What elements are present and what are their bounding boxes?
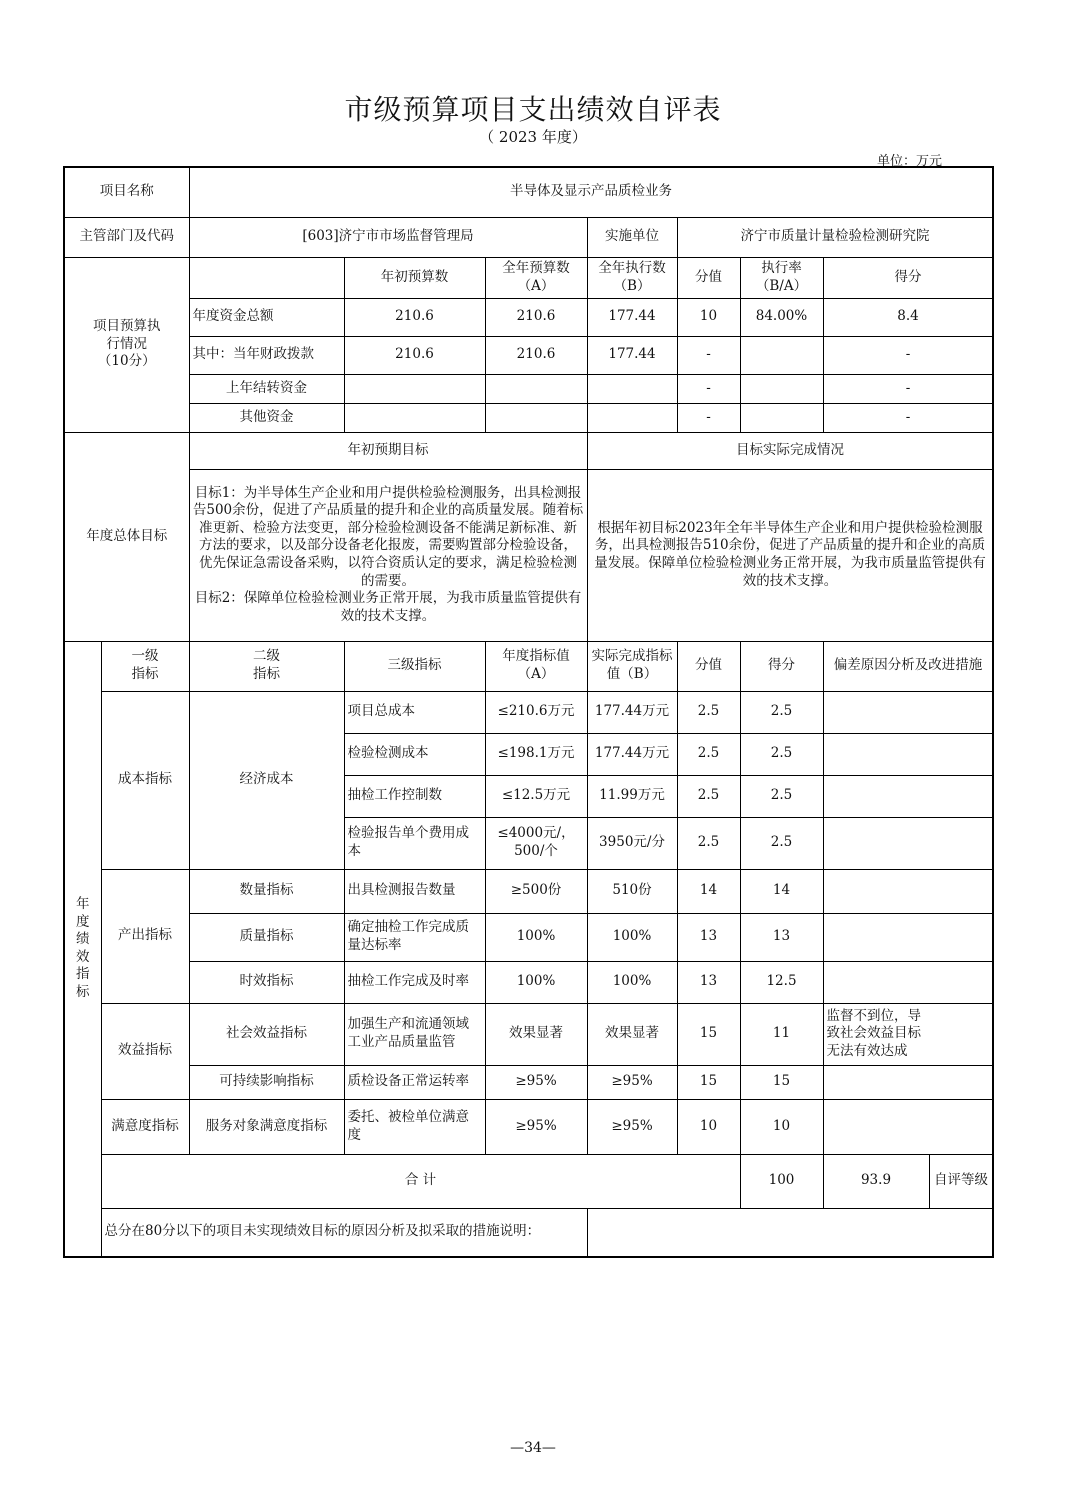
indicator-row (64, 691, 993, 733)
indicator-name: 项目总成本 (344, 691, 485, 733)
budget-header-score: 得分 (823, 257, 993, 298)
indicator-target: 效果显著 (485, 1003, 587, 1065)
budget-weight: - (677, 374, 740, 403)
goals-section-label: 年度总体目标 (64, 432, 189, 641)
budget-initial: 210.6 (344, 298, 485, 336)
indicator-note: 监督不到位，导致社会效益目标无法有效达成 (823, 1003, 993, 1065)
indicator-note (823, 869, 993, 913)
indicator-score: 2.5 (740, 733, 823, 775)
indicator-name: 质检设备正常运转率 (344, 1065, 485, 1099)
budget-score: - (823, 336, 993, 374)
budget-weight: - (677, 336, 740, 374)
indicator-actual: 177.44万元 (587, 733, 677, 775)
project-name-label: 项目名称 (64, 167, 189, 217)
indicator-level1: 满意度指标 (101, 1099, 189, 1154)
indicator-note (823, 1099, 993, 1154)
budget-row (64, 403, 993, 432)
budget-row-label: 其他资金 (189, 403, 344, 432)
indicator-row (64, 1099, 993, 1154)
indicators-header-note: 偏差原因分析及改进措施 (823, 641, 993, 691)
budget-header-rate: 执行率（B/A） (740, 257, 823, 298)
goals-actual-header: 目标实际完成情况 (587, 432, 993, 469)
budget-annual: 210.6 (485, 336, 587, 374)
budget-executed (587, 403, 677, 432)
indicator-target: ≤198.1万元 (485, 733, 587, 775)
budget-weight: 10 (677, 298, 740, 336)
implementing-unit-label: 实施单位 (587, 217, 677, 257)
indicator-target: ≥95% (485, 1065, 587, 1099)
indicator-actual: 100% (587, 913, 677, 961)
indicator-weight: 2.5 (677, 733, 740, 775)
budget-rate (740, 336, 823, 374)
department-label: 主管部门及代码 (64, 217, 189, 257)
budget-row (64, 374, 993, 403)
indicator-weight: 2.5 (677, 817, 740, 869)
indicators-header-level1: 一级指标 (101, 641, 189, 691)
project-name-row (64, 167, 993, 217)
indicators-section-label: 年度绩效指标 (64, 641, 101, 1257)
indicator-note (823, 1065, 993, 1099)
budget-executed (587, 374, 677, 403)
budget-executed: 177.44 (587, 336, 677, 374)
budget-row-label: 其中：当年财政拨款 (189, 336, 344, 374)
indicator-level2: 可持续影响指标 (189, 1065, 344, 1099)
budget-initial (344, 374, 485, 403)
indicator-level1: 成本指标 (101, 691, 189, 869)
indicator-row (64, 1065, 993, 1099)
indicators-header-target: 年度指标值（A） (485, 641, 587, 691)
budget-score: - (823, 403, 993, 432)
budget-row-label: 上年结转资金 (189, 374, 344, 403)
budget-annual (485, 374, 587, 403)
indicator-actual: 100% (587, 961, 677, 1003)
indicator-name: 确定抽检工作完成质量达标率 (344, 913, 485, 961)
indicator-note (823, 961, 993, 1003)
budget-executed: 177.44 (587, 298, 677, 336)
indicator-score: 13 (740, 913, 823, 961)
indicator-name: 抽检工作完成及时率 (344, 961, 485, 1003)
indicator-score: 2.5 (740, 691, 823, 733)
budget-section-label: 项目预算执行情况（10分） (64, 257, 189, 432)
indicators-header-weight: 分值 (677, 641, 740, 691)
indicator-name: 抽检工作控制数 (344, 775, 485, 817)
indicator-row (64, 961, 993, 1003)
budget-score: 8.4 (823, 298, 993, 336)
indicator-actual: 11.99万元 (587, 775, 677, 817)
indicator-target: ≤12.5万元 (485, 775, 587, 817)
budget-annual (485, 403, 587, 432)
project-name-value: 半导体及显示产品质检业务 (189, 167, 993, 217)
indicator-actual: ≥95% (587, 1065, 677, 1099)
indicator-name: 出具检测报告数量 (344, 869, 485, 913)
indicators-header-level3: 三级指标 (344, 641, 485, 691)
indicator-level2: 服务对象满意度指标 (189, 1099, 344, 1154)
indicator-weight: 13 (677, 913, 740, 961)
page-number: —34— (510, 1440, 556, 1456)
indicator-weight: 15 (677, 1065, 740, 1099)
indicator-name: 加强生产和流通领域工业产品质量监管 (344, 1003, 485, 1065)
indicator-target: 100% (485, 913, 587, 961)
indicator-actual: ≥95% (587, 1099, 677, 1154)
department-value: [603]济宁市市场监督管理局 (189, 217, 587, 257)
goals-content-row (64, 469, 993, 641)
indicator-note (823, 733, 993, 775)
budget-score: - (823, 374, 993, 403)
year-subtitle: （ 2023 年度） (479, 128, 587, 146)
indicator-weight: 15 (677, 1003, 740, 1065)
total-weight: 100 (740, 1154, 823, 1208)
budget-annual: 210.6 (485, 298, 587, 336)
indicator-score: 2.5 (740, 775, 823, 817)
indicator-weight: 14 (677, 869, 740, 913)
indicator-row (64, 1003, 993, 1065)
indicator-note (823, 913, 993, 961)
indicator-name: 检验检测成本 (344, 733, 485, 775)
indicator-actual: 177.44万元 (587, 691, 677, 733)
indicator-target: 100% (485, 961, 587, 1003)
indicators-header-actual: 实际完成指标值（B） (587, 641, 677, 691)
indicator-note (823, 775, 993, 817)
total-row (64, 1154, 993, 1208)
unit-label: 单位：万元 (876, 154, 942, 169)
indicator-level2: 质量指标 (189, 913, 344, 961)
indicator-target: ≤210.6万元 (485, 691, 587, 733)
total-label: 合 计 (101, 1154, 740, 1208)
budget-header-annual: 全年预算数（A） (485, 257, 587, 298)
indicator-weight: 10 (677, 1099, 740, 1154)
budget-initial: 210.6 (344, 336, 485, 374)
budget-header-executed: 全年执行数（B） (587, 257, 677, 298)
page-title: 市级预算项目支出绩效自评表 (344, 93, 722, 126)
indicator-weight: 2.5 (677, 775, 740, 817)
indicator-row (64, 869, 993, 913)
budget-initial (344, 403, 485, 432)
goals-header-row (64, 432, 993, 469)
indicator-actual: 510份 (587, 869, 677, 913)
indicator-target: ≤4000元/，500/个 (485, 817, 587, 869)
budget-row-label: 年度资金总额 (189, 298, 344, 336)
budget-header-weight: 分值 (677, 257, 740, 298)
indicator-weight: 13 (677, 961, 740, 1003)
indicator-target: ≥95% (485, 1099, 587, 1154)
indicator-score: 12.5 (740, 961, 823, 1003)
goals-expected-header: 年初预期目标 (189, 432, 587, 469)
indicator-level1: 产出指标 (101, 869, 189, 1003)
budget-row (64, 336, 993, 374)
indicator-score: 2.5 (740, 817, 823, 869)
budget-rate (740, 403, 823, 432)
indicator-level2: 社会效益指标 (189, 1003, 344, 1065)
indicator-level1: 效益指标 (101, 1003, 189, 1099)
indicators-header-score: 得分 (740, 641, 823, 691)
total-score: 93.9 (823, 1154, 929, 1208)
department-row (64, 217, 993, 257)
indicators-header-row (64, 641, 993, 691)
explanation-label: 总分在80分以下的项目未实现绩效目标的原因分析及拟采取的措施说明： (101, 1208, 587, 1257)
indicator-score: 14 (740, 869, 823, 913)
indicator-score: 11 (740, 1003, 823, 1065)
self-evaluation-table (63, 166, 994, 1258)
budget-rate (740, 374, 823, 403)
budget-header-blank (189, 257, 344, 298)
indicator-actual: 3950元/分 (587, 817, 677, 869)
goals-actual-text: 根据年初目标2023年全年半导体生产企业和用户提供检验检测服务，出具检测报告510余份，促进了产品质量的提升和企业的高质量发展。保障单位检验检测业务正常开展，为我市质量监管提供有效的技术支撑。 (587, 469, 993, 641)
budget-rate: 84.00% (740, 298, 823, 336)
indicator-level2: 数量指标 (189, 869, 344, 913)
indicator-score: 15 (740, 1065, 823, 1099)
budget-row (64, 298, 993, 336)
grade-label: 自评等级 (929, 1154, 993, 1208)
budget-header-row (64, 257, 993, 298)
indicator-row (64, 913, 993, 961)
goals-expected-text: 目标1：为半导体生产企业和用户提供检验检测服务，出具检测报告500余份，促进了产品质量的提升和企业的高质量发展。随着标准更新、检验方法变更，部分检验检测设备不能满足新标准、新方法的要求，以及部分设备老化报废，需要购置部分检验设备，优先保证急需设备采购，以符合资质认定的要求，满足检验检测的需要。 目标2：保障单位检验检测业务正常开展，为我市质量监管提供有效的技术支撑。 (189, 469, 587, 641)
indicator-name: 委托、被检单位满意度 (344, 1099, 485, 1154)
indicator-level2: 时效指标 (189, 961, 344, 1003)
indicator-note (823, 817, 993, 869)
indicator-name: 检验报告单个费用成本 (344, 817, 485, 869)
indicator-weight: 2.5 (677, 691, 740, 733)
explanation-row (64, 1208, 993, 1257)
indicator-level2: 经济成本 (189, 691, 344, 869)
indicator-target: ≥500份 (485, 869, 587, 913)
indicator-actual: 效果显著 (587, 1003, 677, 1065)
implementing-unit-value: 济宁市质量计量检验检测研究院 (677, 217, 993, 257)
indicators-header-level2: 二级指标 (189, 641, 344, 691)
explanation-value (587, 1208, 993, 1257)
budget-weight: - (677, 403, 740, 432)
indicator-score: 10 (740, 1099, 823, 1154)
budget-header-initial: 年初预算数 (344, 257, 485, 298)
indicator-note (823, 691, 993, 733)
